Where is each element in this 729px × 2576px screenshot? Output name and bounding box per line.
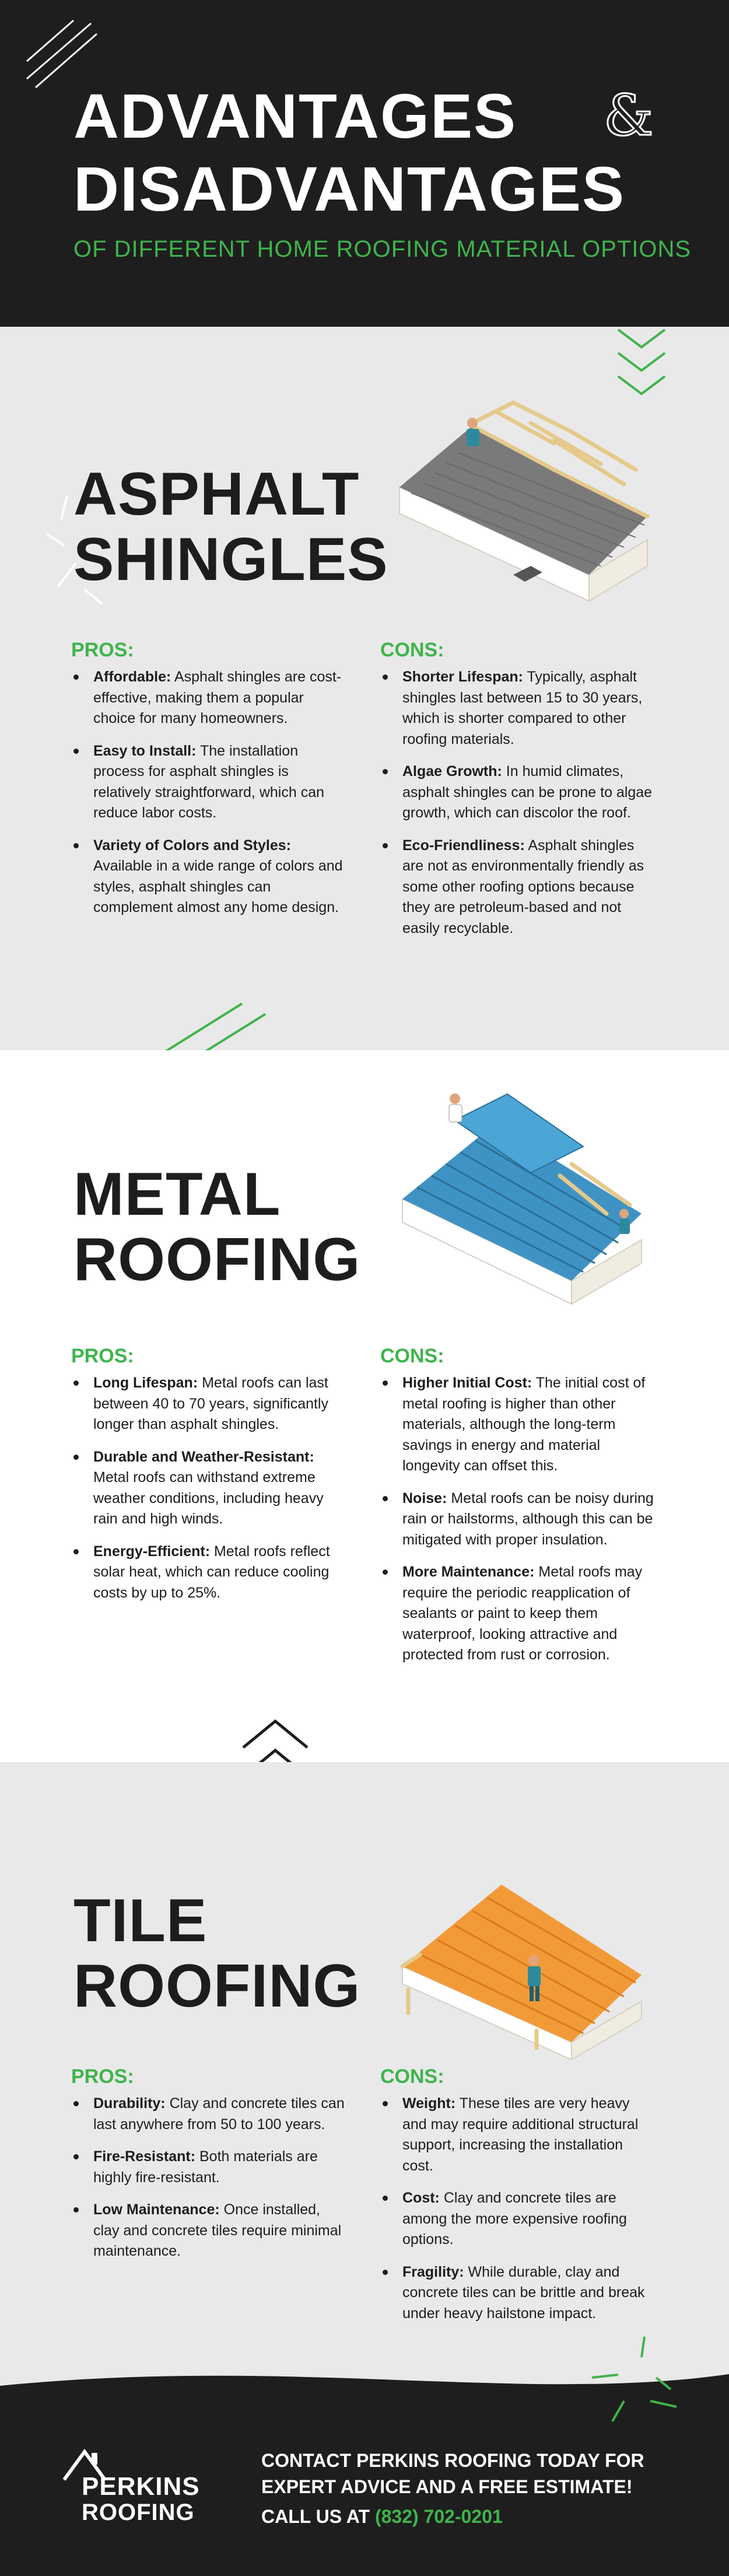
- sparkle-lines-icon: [589, 2334, 688, 2433]
- footer: [0, 2363, 729, 2576]
- metal-cons-label: CONS:: [380, 1345, 444, 1367]
- tile-section: [0, 1762, 729, 2398]
- asphalt-section: [0, 327, 729, 1062]
- title-line-2: DISADVANTAGES: [73, 153, 626, 224]
- metal-pros-label: PROS:: [71, 1345, 134, 1367]
- logo-wordmark-line1: PERKINS: [82, 2472, 200, 2501]
- list-item: Cost: Clay and concrete tiles are among the more expensive roofing options.: [380, 2188, 654, 2250]
- cta-call-line: [261, 2504, 644, 2530]
- asphalt-cons-list: [380, 667, 654, 950]
- metal-roof-illustration: [385, 1088, 653, 1307]
- tile-roof-illustration: [385, 1873, 653, 2060]
- tile-heading-line1: TILE: [73, 1887, 208, 1955]
- list-item: Shorter Lifespan: Typically, asphalt shingles last between 15 to 30 years, which is shorter compared to other roofing materials.: [380, 667, 654, 750]
- list-item: Algae Growth: In humid climates, asphalt shingles can be prone to algae growth, which can discolor the roof.: [380, 761, 654, 824]
- list-item: Durable and Weather-Resistant: Metal roofs can withstand extreme weather conditions, including heavy rain and high winds.: [71, 1447, 345, 1530]
- metal-pros-list: [71, 1373, 345, 1615]
- asphalt-cons-label: CONS:: [380, 639, 444, 661]
- asphalt-heading: [73, 460, 388, 593]
- tile-heading-line2: ROOFING: [73, 1952, 361, 2020]
- list-item: Affordable: Asphalt shingles are cost-effective, making them a popular choice for many homeowners.: [71, 667, 345, 729]
- phone-number[interactable]: (832) 702-0201: [374, 2505, 503, 2527]
- title-ampersand: &: [604, 83, 654, 148]
- tile-cons-list: [380, 2093, 654, 2336]
- list-item: Energy-Efficient: Metal roofs reflect solar heat, which can reduce cooling costs by up to 25%.: [71, 1542, 345, 1604]
- list-item: Higher Initial Cost: The initial cost of metal roofing is higher than other materials, although the long-term savings in energy and material longevity can offset this.: [380, 1373, 654, 1477]
- asphalt-pros-list: [71, 667, 345, 930]
- cta-line-2: EXPERT ADVICE AND A FREE ESTIMATE!: [261, 2476, 633, 2497]
- asphalt-pros-label: PROS:: [71, 639, 134, 661]
- list-item: Low Maintenance: Once installed, clay and concrete tiles require minimal maintenance.: [71, 2200, 345, 2262]
- metal-heading-line2: ROOFING: [73, 1226, 361, 1294]
- list-item: Durability: Clay and concrete tiles can last anywhere from 50 to 100 years.: [71, 2093, 345, 2135]
- metal-cons-list: [380, 1373, 654, 1677]
- perkins-logo: [61, 2445, 213, 2532]
- cta-line-1: CONTACT PERKINS ROOFING TODAY FOR: [261, 2450, 644, 2471]
- chevron-down-icon: [615, 327, 668, 406]
- asphalt-heading-line1: ASPHALT: [73, 460, 360, 528]
- metal-heading-line1: METAL: [73, 1161, 281, 1228]
- title-line-1: ADVANTAGES: [73, 81, 517, 151]
- cta-call-prefix: CALL US AT: [261, 2505, 375, 2527]
- list-item: Eco-Friendliness: Asphalt shingles are not as environmentally friendly as some other roofing options because they are petroleum-based and not easily recyclable.: [380, 836, 654, 939]
- logo-wordmark-line2: ROOFING: [82, 2500, 195, 2525]
- list-item: More Maintenance: Metal roofs may require the periodic reapplication of sealants or paint to keep them waterproof, looking attractive and protected from rust or corrosion.: [380, 1562, 654, 1666]
- tile-pros-list: [71, 2093, 345, 2274]
- cta-text: [261, 2448, 644, 2529]
- subtitle: OF DIFFERENT HOME ROOFING MATERIAL OPTIONS: [73, 236, 692, 262]
- metal-heading: [73, 1161, 361, 1294]
- tile-cons-label: CONS:: [380, 2065, 444, 2088]
- asphalt-heading-line2: SHINGLES: [73, 526, 388, 593]
- asphalt-roof-illustration: [379, 400, 659, 616]
- tile-heading: [73, 1887, 361, 2020]
- list-item: Long Lifespan: Metal roofs can last between 40 to 70 years, significantly longer than asphalt shingles.: [71, 1373, 345, 1435]
- tile-pros-label: PROS:: [71, 2065, 134, 2088]
- list-item: Fragility: While durable, clay and concrete tiles can be brittle and break under heavy hailstone impact.: [380, 2262, 654, 2325]
- metal-section: [0, 1050, 729, 1774]
- list-item: Noise: Metal roofs can be noisy during rain or hailstorms, although this can be mitigated with proper insulation.: [380, 1488, 654, 1551]
- list-item: Fire-Resistant: Both materials are highly fire-resistant.: [71, 2147, 345, 2188]
- list-item: Weight: These tiles are very heavy and may require additional structural support, increasing the installation cost.: [380, 2093, 654, 2176]
- list-item: Variety of Colors and Styles: Available in a wide range of colors and styles, asphalt shingles can complement almost any home design.: [71, 836, 345, 918]
- list-item: Easy to Install: The installation process for asphalt shingles is relatively straightforward, which can reduce labor costs.: [71, 741, 345, 824]
